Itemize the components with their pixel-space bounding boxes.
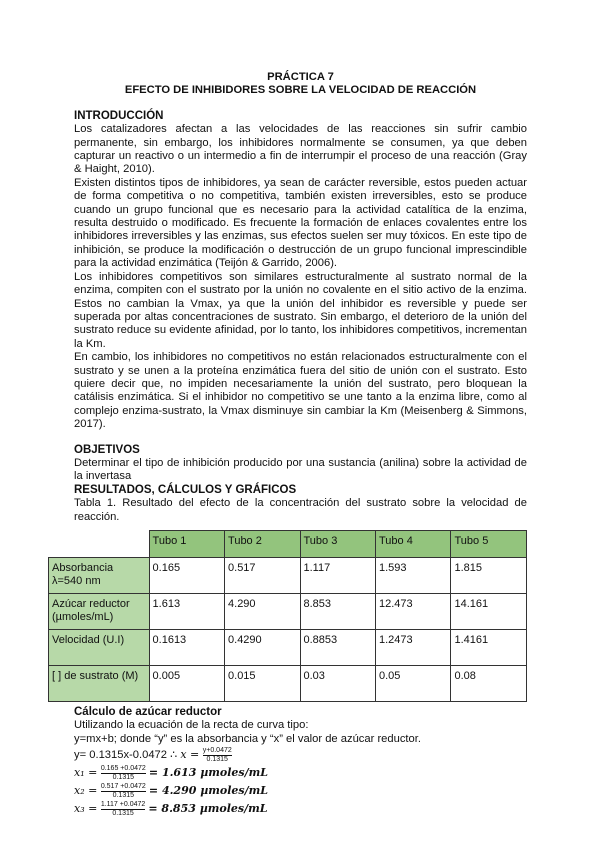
table-cell: 0.015: [225, 666, 300, 702]
equation-var: x₃ =: [74, 802, 101, 816]
fraction: [101, 783, 146, 800]
intro-paragraph: En cambio, los inhibidores no competitivos no están relacionados estructuralmente con el sustrato y se unen a la proteína enzimática fuera del sitio de unión con el sustrato. Esto quiere decir que, no impiden necesariamente la unión del sustrato, pero bloquean la catálisis enzimática. Si el inhibidor no competitivo se une tanto a la enzima libre, como al complejo enzima-sustrato, la Vmax disminuye sin cambiar la Km (Meisenberg & Simmons, 2017).: [74, 351, 527, 431]
table-cell: 8.853: [300, 594, 375, 630]
objectives-section: [74, 444, 527, 524]
table-row: [49, 630, 527, 666]
result: = 4.290 µmoles/mL: [148, 784, 269, 798]
results-heading: RESULTADOS, CÁLCULOS Y GRÁFICOS: [74, 483, 297, 496]
calc-line: [74, 764, 527, 782]
objectives-text: Determinar el tipo de inhibición producido por una sustancia (anilina) sobre la actividad de la invertasa: [74, 456, 527, 483]
equation-var: x₂ =: [74, 784, 101, 798]
row-label: Azúcar reductor (µmoles/mL): [49, 594, 150, 630]
column-header: Tubo 1: [149, 531, 224, 558]
numerator: 0.165 +0.0472: [100, 764, 146, 772]
table-header-row: [49, 531, 527, 558]
denominator: 0.1315: [206, 755, 228, 763]
empty-corner-cell: [49, 531, 150, 558]
table-row: [49, 666, 527, 702]
table-cell: 0.517: [225, 558, 300, 594]
numerator: 1.117 +0.0472: [100, 800, 146, 808]
table-cell: 0.165: [149, 558, 224, 594]
equation-var: x =: [180, 748, 203, 762]
table-cell: 1.4161: [451, 630, 527, 666]
results-table: [48, 530, 527, 702]
row-label: Absorbancia λ=540 nm: [49, 558, 150, 594]
calc-line: [74, 800, 527, 818]
intro-heading: INTRODUCCIÓN: [74, 109, 164, 122]
table-cell: 0.1613: [149, 630, 224, 666]
denominator: 0.1315: [112, 791, 135, 799]
table-caption: Tabla 1. Resultado del efecto de la concentración del sustrato sobre la velocidad de reacción.: [74, 497, 527, 523]
equation-text: y= 0.1315x-0.0472 ∴: [74, 749, 181, 762]
table-cell: 4.290: [225, 594, 300, 630]
table-cell: 1.117: [300, 558, 375, 594]
column-header: Tubo 2: [225, 531, 300, 558]
result: = 1.613 µmoles/mL: [148, 766, 269, 780]
table-cell: 0.03: [300, 666, 375, 702]
page-title: PRÁCTICA 7: [267, 71, 334, 83]
column-header: Tubo 3: [300, 531, 375, 558]
calc-line: [74, 782, 527, 800]
table-cell: 14.161: [451, 594, 527, 630]
table-cell: 12.473: [375, 594, 450, 630]
table-cell: 1.593: [375, 558, 450, 594]
equation: [74, 746, 527, 764]
introduction-section: [74, 110, 527, 432]
calc-text: y=mx+b; donde “y” es la absorbancia y “x” el valor de azúcar reductor.: [74, 732, 421, 745]
fraction: [203, 747, 232, 764]
result: = 8.853 µmoles/mL: [148, 802, 268, 816]
table-cell: 1.613: [149, 594, 224, 630]
denominator: 0.1315: [112, 809, 134, 817]
table-row: [49, 558, 527, 594]
fraction: [101, 765, 146, 782]
numerator: 0.517 +0.0472: [100, 782, 146, 790]
row-label: [ ] de sustrato (M): [49, 666, 150, 702]
table-cell: 0.8853: [300, 630, 375, 666]
calc-heading: Cálculo de azúcar reductor: [74, 706, 222, 718]
objectives-heading: OBJETIVOS: [74, 443, 140, 456]
equation-var: x₁ =: [74, 766, 101, 780]
numerator: y+0.0472: [202, 746, 232, 754]
calculation-section: [74, 706, 527, 818]
table-cell: 0.05: [375, 666, 450, 702]
column-header: Tubo 5: [451, 531, 527, 558]
table-cell: 0.005: [149, 666, 224, 702]
fraction: [101, 801, 145, 818]
table-cell: 1.2473: [375, 630, 450, 666]
intro-paragraph: Existen distintos tipos de inhibidores, ya sean de carácter reversible, estos pueden actuar de forma competitiva o no competitiva, también existen irreversibles, esto se produce cuando un grupo funcional que es necesario para la actividad catalítica de la enzima, resulta destruido o modificado. Es frecuente la formación de enlaces covalentes entre los inhibidores irreversibles y las enzimas, sus efectos suelen ser muy tóxicos. En este tipo de inhibición, se produce la modificación o destrucción de un grupo funcional imprescindible para la actividad enzimática (Teijón & Garrido, 2006).: [74, 176, 527, 270]
row-label: Velocidad (U.I): [49, 630, 150, 666]
calc-text: Utilizando la ecuación de la recta de curva tipo:: [74, 719, 309, 732]
table-row: [49, 594, 527, 630]
column-header: Tubo 4: [375, 531, 450, 558]
page-subtitle: EFECTO DE INHIBIDORES SOBRE LA VELOCIDAD DE REACCIÓN: [124, 84, 477, 97]
intro-paragraph: Los catalizadores afectan a las velocidades de las reacciones sin sufrir cambio permanente, sin embargo, los inhibidores normalmente se consumen, ya que deben capturar un reactivo o un intermedio a fin de interrumpir el proceso de una reacción (Gray & Haight, 2010).: [74, 123, 527, 176]
denominator: 0.1315: [112, 773, 135, 781]
table-cell: 0.4290: [225, 630, 300, 666]
intro-paragraph: Los inhibidores competitivos son similares estructuralmente al sustrato normal de la enzima, compiten con el sustrato por la unión no covalente en el sitio activo de la enzima. Estos no cambian la Vmax, ya que la unión del inhibidor es reversible y puede ser superada por altas concentraciones de sustrato. Sin embargo, el deterioro de la unión del sustrato reduce su evidente afinidad, por lo tanto, los inhibidores competitivos, incrementan la Km.: [74, 270, 527, 350]
table-cell: 0.08: [451, 666, 527, 702]
table-cell: 1.815: [451, 558, 527, 594]
